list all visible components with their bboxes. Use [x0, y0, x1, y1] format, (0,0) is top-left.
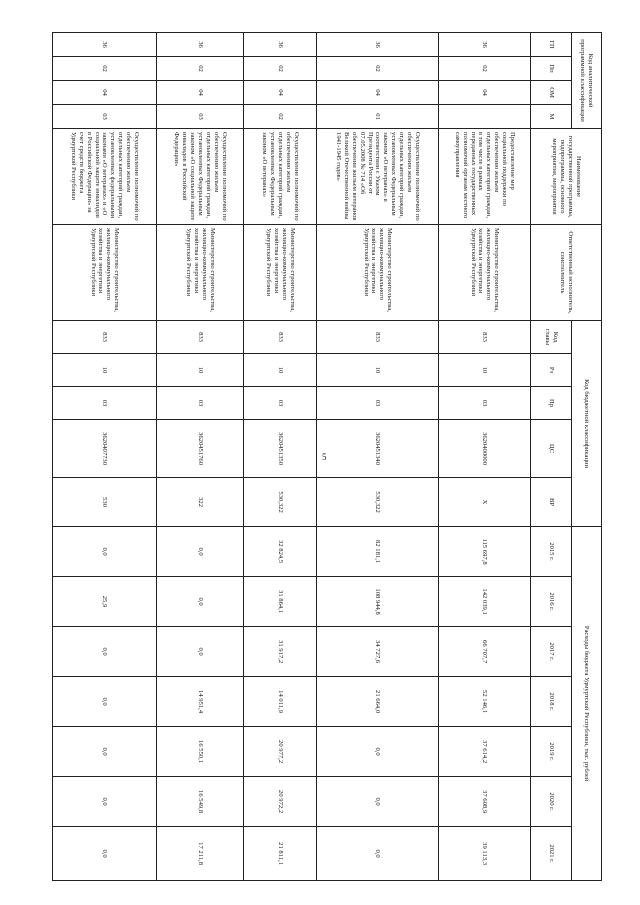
page-number: 5: [322, 452, 327, 462]
cell-gp: 36: [157, 33, 244, 57]
cell-rz: 10: [317, 354, 439, 387]
cell-value-2015: 115 697,8: [439, 527, 531, 577]
cell-value-2018: 14 011,9: [244, 677, 317, 727]
cell-om: 04: [244, 81, 317, 105]
cell-cs: 3620451340: [317, 420, 439, 478]
cell-value-2017: 34 727,6: [317, 627, 439, 677]
header-expenses: Расходы бюджета Удмуртской Республики, тыс. рублей: [572, 527, 602, 881]
cell-pr: 03: [439, 387, 531, 420]
cell-name: Осуществление полномочий по обеспечению жильем отдельных категорий граждан, установленных Федеральным законом «О ветеранах»: [244, 129, 317, 225]
table-row: [244, 33, 317, 881]
cell-value-2017: 31 917,2: [244, 627, 317, 677]
cell-value-2019: 0,0: [317, 727, 439, 777]
header-rz: Рз: [531, 354, 572, 387]
header-cs: ЦС: [531, 420, 572, 478]
cell-value-2020: 20 972,2: [244, 777, 317, 827]
cell-responsible: Министерство строительства, жилищно-коммунального хозяйства и энергетики Удмуртской Республики: [317, 225, 439, 321]
cell-value-2017: 0,0: [53, 627, 157, 677]
cell-gp: 36: [439, 33, 531, 57]
cell-gp: 36: [244, 33, 317, 57]
header-analytic-code: Код аналитической программной классификации: [572, 33, 602, 129]
cell-value-2016: 108 944,8: [317, 577, 439, 627]
cell-name: Осуществление полномочий по обеспечению жильем отдельных категорий граждан, установленных Федеральным законом «О ветеранах» в соответствии с Указом Президента России от 07.05.2008 № 714 «Об обеспечении жильем ветеранов Великой Отечественной войны 1941-1945 годов»: [317, 129, 439, 225]
cell-value-2018: 52 146,1: [439, 677, 531, 727]
cell-value-2016: 142 039,1: [439, 577, 531, 627]
cell-responsible: Министерство строительства, жилищно-коммунального хозяйства и энергетики Удмуртской Республики: [244, 225, 317, 321]
cell-value-2018: 21 664,0: [317, 677, 439, 727]
cell-gp: 36: [53, 33, 157, 57]
cell-value-2016: 31 864,1: [244, 577, 317, 627]
cell-om: 04: [317, 81, 439, 105]
cell-pp: 02: [53, 57, 157, 81]
cell-name: Осуществление полномочий по обеспечению жильем отдельных категорий граждан, установленных федеральными законами «О ветеранах» и «О социальной защите инвалидов в Российской Федерации» за счет средств бюджета Удмуртской Республики: [53, 129, 157, 225]
cell-value-2020: 0,0: [53, 777, 157, 827]
cell-value-2019: 0,0: [53, 727, 157, 777]
header-budget-code: Код бюджетной классификации: [572, 321, 602, 527]
header-year-2016: 2016 г.: [531, 577, 572, 627]
cell-rz: 10: [244, 354, 317, 387]
cell-value-2015: 0,0: [53, 527, 157, 577]
header-om: ОМ: [531, 81, 572, 105]
header-row-1: [572, 33, 602, 881]
header-year-2019: 2019 г.: [531, 727, 572, 777]
cell-cs: 3620451350: [244, 420, 317, 478]
cell-glavn: 833: [317, 321, 439, 354]
table-row: [317, 33, 439, 881]
cell-value-2016: 25,9: [53, 577, 157, 627]
cell-pr: 03: [53, 387, 157, 420]
cell-pp: 02: [244, 57, 317, 81]
cell-m: 01: [317, 105, 439, 129]
cell-value-2015: 32 824,5: [244, 527, 317, 577]
cell-pr: 03: [244, 387, 317, 420]
cell-name: Осуществление полномочий по обеспечению жильем отдельных категорий граждан, установленных Федеральным законом «О социальной защите инвалидов в Российской Федерации»: [157, 129, 244, 225]
cell-vr: Х: [439, 478, 531, 527]
cell-value-2017: 0,0: [157, 627, 244, 677]
table-row: [439, 33, 531, 881]
cell-m: [439, 105, 531, 129]
cell-pp: 02: [317, 57, 439, 81]
cell-glavn: 833: [53, 321, 157, 354]
cell-m: 02: [244, 105, 317, 129]
cell-value-2021: 0,0: [53, 827, 157, 881]
cell-cs: 3620400000: [439, 420, 531, 478]
cell-vr: 530,322: [317, 478, 439, 527]
cell-value-2015: 82 181,1: [317, 527, 439, 577]
expenses-table: [52, 32, 602, 881]
cell-rz: 10: [157, 354, 244, 387]
header-name: Наименование государственной программы, подпрограммы, основного мероприятия, мероприятия: [531, 129, 602, 225]
cell-pp: 02: [157, 57, 244, 81]
header-year-2015: 2015 г.: [531, 527, 572, 577]
cell-responsible: Министерство строительства, жилищно-коммунального хозяйства и энергетики Удмуртской Республики: [439, 225, 531, 321]
cell-pp: 02: [439, 57, 531, 81]
cell-glavn: 833: [439, 321, 531, 354]
cell-om: 04: [157, 81, 244, 105]
header-vr: ВР: [531, 478, 572, 527]
cell-rz: 10: [439, 354, 531, 387]
cell-value-2015: 0,0: [157, 527, 244, 577]
cell-om: 04: [53, 81, 157, 105]
cell-cs: 3620451760: [157, 420, 244, 478]
cell-m: 03: [157, 105, 244, 129]
cell-gp: 36: [317, 33, 439, 57]
cell-value-2020: 16 549,8: [157, 777, 244, 827]
cell-value-2019: 20 977,2: [244, 727, 317, 777]
header-glavn: Код главы: [531, 321, 572, 354]
header-gp: ГП: [531, 33, 572, 57]
header-year-2018: 2018 г.: [531, 677, 572, 727]
cell-responsible: Министерство строительства, жилищно-коммунального хозяйства и энергетики Удмуртской Республики: [53, 225, 157, 321]
cell-value-2017: 66 707,7: [439, 627, 531, 677]
cell-value-2021: 17 211,8: [157, 827, 244, 881]
cell-value-2020: 37 608,9: [439, 777, 531, 827]
header-pr: Пр: [531, 387, 572, 420]
header-year-2021: 2021 г.: [531, 827, 572, 881]
cell-responsible: Министерство строительства, жилищно-коммунального хозяйства и энергетики Удмуртской Республики: [157, 225, 244, 321]
cell-pr: 03: [157, 387, 244, 420]
cell-value-2021: 21 811,1: [244, 827, 317, 881]
cell-vr: 322: [157, 478, 244, 527]
cell-value-2018: 0,0: [53, 677, 157, 727]
header-pp: Пп: [531, 57, 572, 81]
header-year-2017: 2017 г.: [531, 627, 572, 677]
table-row: [53, 33, 157, 881]
rotated-table-container: [49, 32, 602, 875]
cell-value-2019: 16 550,1: [157, 727, 244, 777]
cell-vr: 530: [53, 478, 157, 527]
cell-m: 03: [53, 105, 157, 129]
cell-value-2016: 0,0: [157, 577, 244, 627]
cell-pr: 03: [317, 387, 439, 420]
cell-value-2018: 14 951,4: [157, 677, 244, 727]
cell-cs: 3620407730: [53, 420, 157, 478]
header-responsible: Ответственный исполнитель, соисполнитель: [531, 225, 602, 321]
cell-om: 04: [439, 81, 531, 105]
cell-value-2021: 0,0: [317, 827, 439, 881]
cell-value-2019: 37 614,2: [439, 727, 531, 777]
cell-value-2020: 0,0: [317, 777, 439, 827]
cell-rz: 10: [53, 354, 157, 387]
cell-vr: 530,322: [244, 478, 317, 527]
cell-value-2021: 39 113,3: [439, 827, 531, 881]
cell-glavn: 833: [157, 321, 244, 354]
cell-name: Предоставление мер социальной поддержки по обеспечению жильем отдельных категорий граждан, в том числе в рамках переданных государственных полномочий органам местного самоуправления: [439, 129, 531, 225]
header-year-2020: 2020 г.: [531, 777, 572, 827]
table-row: [157, 33, 244, 881]
cell-glavn: 833: [244, 321, 317, 354]
header-m: М: [531, 105, 572, 129]
